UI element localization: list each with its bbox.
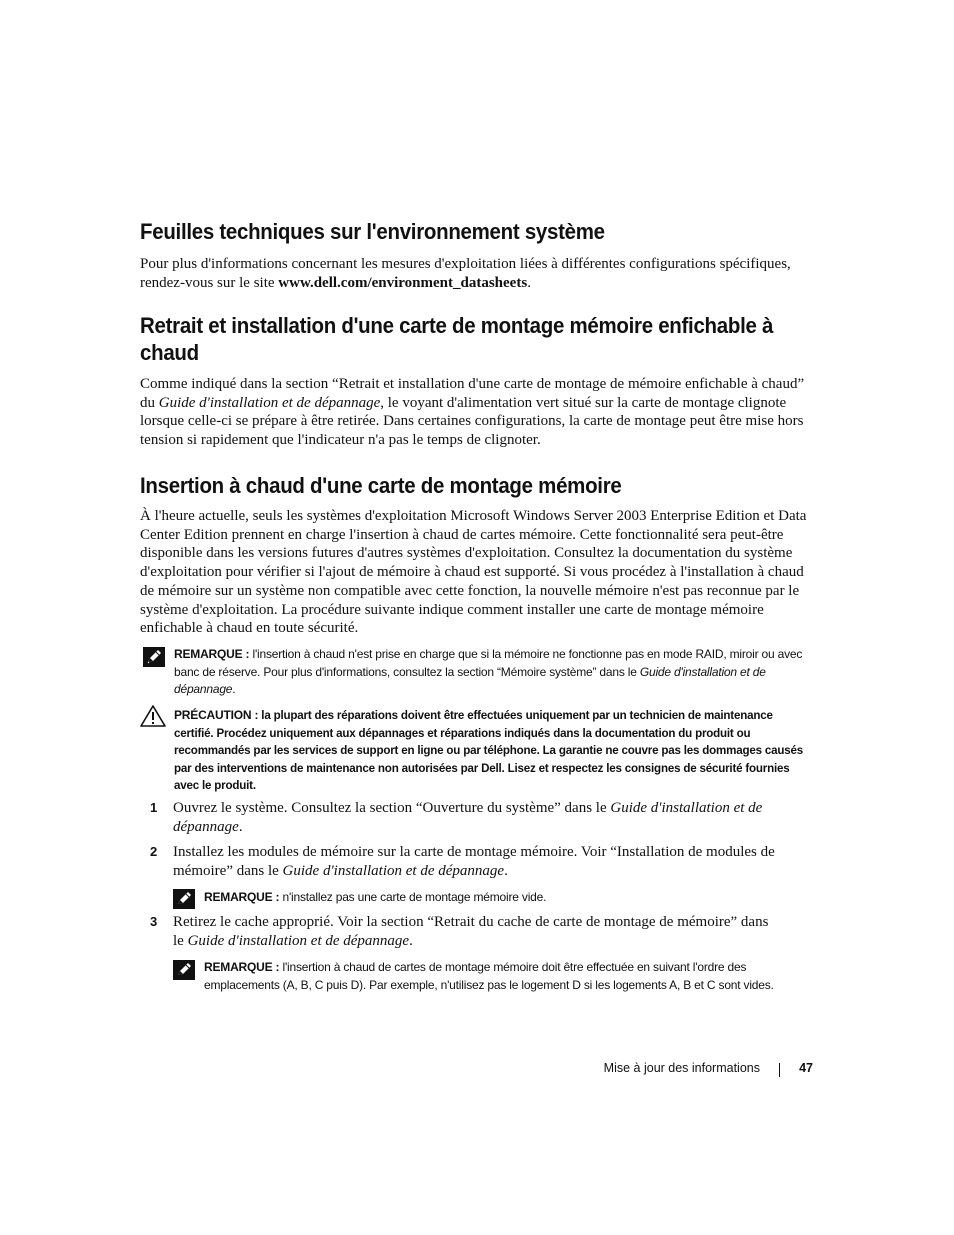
guide-reference: Guide d'installation et de dépannage [173,800,763,835]
paragraph-text: Comme indiqué dans la section “Retrait et installation d'une carte de montage de mémoire enfichable à chaud” du [140,376,805,411]
step-3 [140,913,816,950]
guide-reference: Guide d'installation et de dépannage [282,862,505,879]
step-text-end: . [409,932,413,949]
pencil-note-icon [173,889,195,909]
step-text-end: . [238,818,243,835]
note-text: l'insertion à chaud de cartes de montage mémoire doit être effectuée en suivant l'ordre des emplacements (A, B, C puis D). Par exemple, n'utilisez pas le logement D si les logements A, B et C sont vides. [204,960,774,992]
paragraph-text: , le voyant d'alimentation vert situé sur la carte de montage clignote lorsque celle-ci se prépare à être retirée. Dans certaines configurations, la carte de montage peut être mise hors tension si rapidement que l'indicateur n'a pas le temps de clignoter. [140,394,804,449]
guide-reference: Guide d'installation et de dépannage [174,664,766,696]
pencil-note-icon [173,960,195,980]
footer-separator [779,1063,780,1077]
guide-reference: Guide d'installation et de dépannage [187,932,410,949]
paragraph-text: . [527,274,531,291]
step-text [173,799,763,836]
note-text: l'insertion à chaud n'est prise en charge que si la mémoire ne fonctionne pas en mode RAID, miroir ou avec banc de réserve. Pour plus d'informations, consultez la section “Mémoire système” dans le [174,647,803,679]
step-text [173,843,793,880]
caution-text: la plupart des réparations doivent être effectuées uniquement par un technicien de maintenance certifié. Procédez uniquement aux dépannages et réparations indiqués dans la documentation du produit ou recommandés par les services de support en ligne ou par téléphone. La garantie ne couvre pas les dommages causés par des interventions de maintenance non autorisées par Dell. Lisez et respectez les consignes de sécurité fournies avec le produit. [174,709,804,792]
guide-reference: Guide d'installation et de dépannage [158,394,381,411]
caution-label: PRÉCAUTION : [174,708,259,722]
section-heading-environment: Feuilles techniques sur l'environnement système [140,219,605,244]
note-text-end: . [232,682,236,696]
footer-chapter-title: Mise à jour des informations [603,1061,760,1075]
page-number: 47 [799,1061,813,1075]
paragraph-text: Pour plus d'informations concernant les mesures d'exploitation liées à différentes configurations spécifiques, rendez-vous sur le site [140,256,791,291]
step-text [173,913,773,950]
section-paragraph-environment [140,255,816,292]
pencil-note-icon [143,647,165,667]
step-text-main: Retirez le cache approprié. Voir la section “Retrait du cache de carte de montage de mémoire” dans le [173,914,769,949]
step-text-main: Installez les modules de mémoire sur la carte de montage mémoire. Voir “Installation de modules de mémoire” dans le [173,844,775,879]
step-2 [140,843,816,880]
note-empty-riser [204,889,816,907]
section-paragraph-riser-removal [140,375,816,450]
section-heading-riser-removal: Retrait et installation d'une carte de montage mémoire enfichable à chaud [140,313,774,365]
note-label: REMARQUE : [174,647,250,661]
step-number: 3 [150,914,158,929]
step-text-main: Ouvrez le système. Consultez la section “Ouverture du système” dans le [173,800,611,816]
note-slot-order [204,959,816,994]
step-1 [140,799,816,836]
note-text: n'installez pas une carte de montage mémoire vide. [279,890,547,904]
step-number: 2 [150,844,158,859]
note-label: REMARQUE : [204,890,280,904]
warning-triangle-icon [140,705,162,725]
datasheet-url-link[interactable]: www.dell.com/environment_datasheets [278,274,528,291]
step-text-end: . [504,862,508,879]
note-raid [174,646,814,699]
note-label: REMARQUE : [204,960,280,974]
section-heading-hot-insertion: Insertion à chaud d'une carte de montage mémoire [140,473,622,498]
section-paragraph-hot-insertion: À l'heure actuelle, seuls les systèmes d'exploitation Microsoft Windows Server 2003 Enterprise Edition et Data Center Edition prennent en charge l'insertion à chaud de cartes mémoire. Cette fonctionnalité sera peut-être disponible dans les versions futures d'autres systèmes d'exploitation. Consultez la documentation du système d'exploitation pour vérifier si l'ajout de mémoire à chaud est supporté. Si vous procédez à l'installation à chaud de mémoire sur un système non compatible avec cette fonction, la nouvelle mémoire n'est pas reconnue par le système d'exploitation. La procédure suivante indique comment installer une carte de montage mémoire enfichable à chaud en toute sécurité. [140,508,807,637]
step-number: 1 [150,800,158,815]
caution-box [174,707,814,795]
